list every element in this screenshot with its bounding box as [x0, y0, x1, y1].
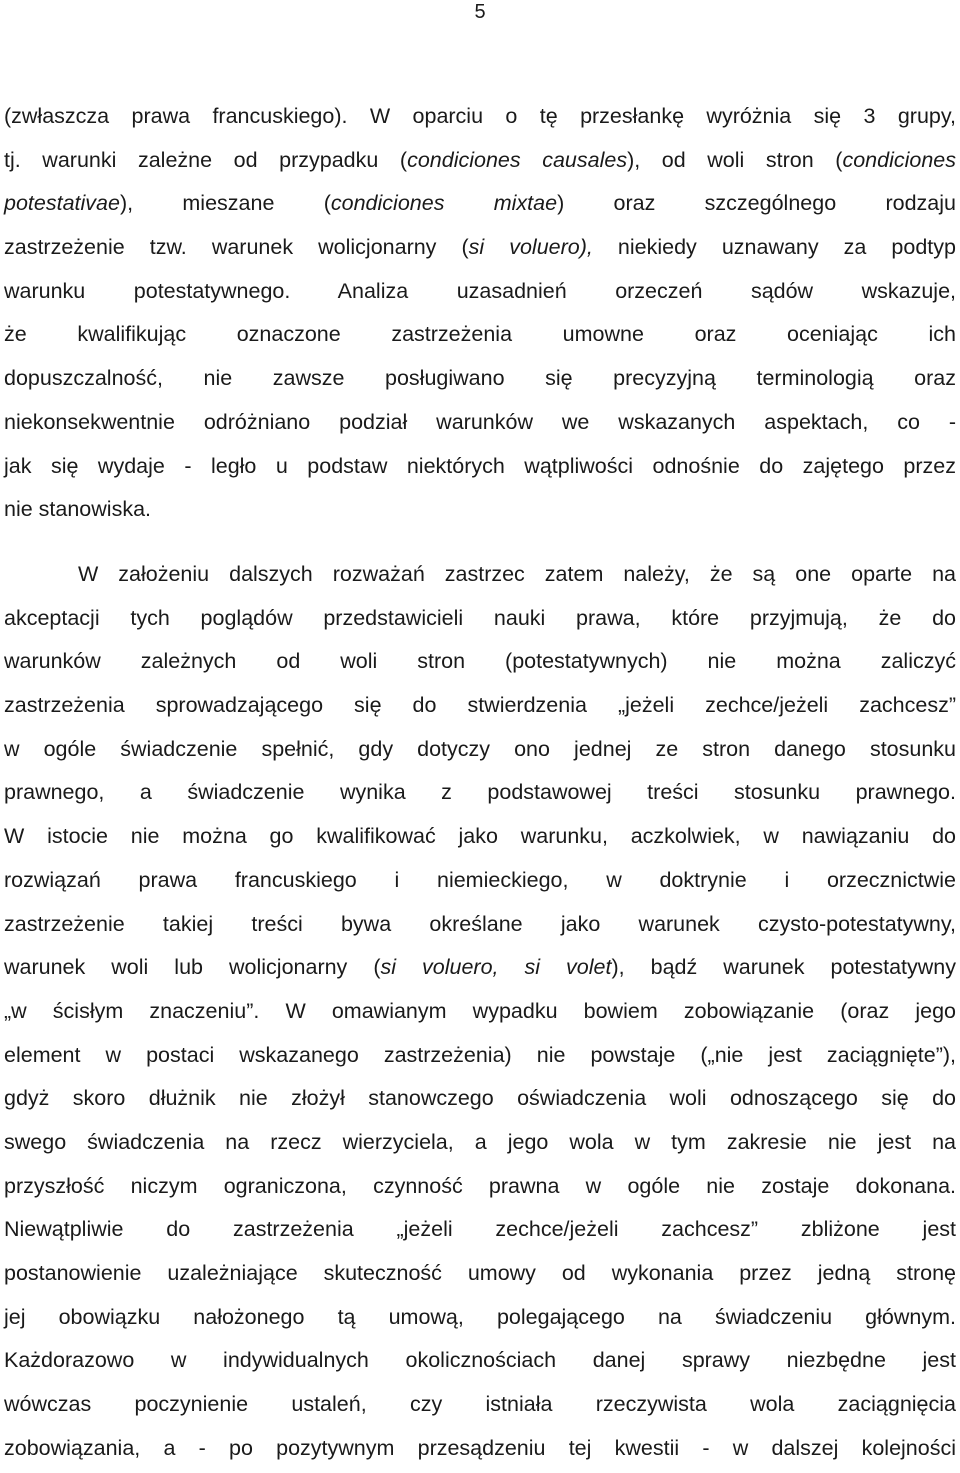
text-line: prawnego, a świadczenie wynika z podstawowej treści stosunku prawnego.: [4, 780, 956, 805]
text-line: zastrzeżenia sprowadzającego się do stwierdzenia „jeżeli zechce/jeżeli zachcesz”: [4, 693, 956, 718]
italic-term: condiciones causales: [407, 147, 628, 172]
text-line: postanowienie uzależniające skuteczność umowy od wykonania przez jedną stronę: [4, 1261, 956, 1285]
text-line: „w ścisłym znaczeniu”. W omawianym wypadku bowiem zobowiązanie (oraz jego: [4, 998, 956, 1023]
text-line: Niewątpliwie do zastrzeżenia „jeżeli zechce/jeżeli zachcesz” zbliżone jest: [4, 1217, 956, 1242]
text-line: warunek woli lub wolicjonarny (si voluero, si volet), bądź warunek potestatywny: [4, 955, 956, 980]
text-line: akceptacji tych poglądów przedstawicieli nauki prawa, które przyjmują, że do: [4, 605, 956, 630]
text-line: jej obowiązku nałożonego tą umową, polegającego na świadczeniu głównym.: [4, 1304, 956, 1329]
paragraph-2: [4, 553, 956, 1470]
text-line: że kwalifikując oznaczone zastrzeżenia umowne oraz oceniając ich: [4, 322, 956, 347]
italic-term: condiciones mixtae: [330, 191, 558, 216]
text-line: element w postaci wskazanego zastrzeżenia) nie powstaje („nie jest zaciągnięte”),: [4, 1042, 956, 1067]
text-line: (zwłaszcza prawa francuskiego). W oparciu o tę przesłankę wyróżnia się 3 grupy,: [4, 104, 956, 128]
italic-term: si voluero),: [468, 235, 593, 260]
text-line: swego świadczenia na rzecz wierzyciela, a jego wola w tym zakresie nie jest na: [4, 1129, 956, 1154]
italic-term: si voluero, si volet: [380, 955, 612, 980]
text-line: jak się wydaje - legło u podstaw niektórych wątpliwości odnośnie do zajętego przez: [4, 453, 956, 478]
text-line: w ogóle świadczenie spełnić, gdy dotyczy ono jednej ze stron danego stosunku: [4, 736, 956, 761]
text-line: gdyż skoro dłużnik nie złożył stanowczego oświadczenia woli odnoszącego się do: [4, 1086, 956, 1111]
text-line: zastrzeżenie takiej treści bywa określane jako warunek czysto-potestatywny,: [4, 911, 956, 936]
text-line: wówczas poczynienie ustaleń, czy istniała rzeczywista wola zaciągnięcia: [4, 1392, 956, 1417]
page-number: 5: [474, 1, 486, 23]
text-line: niekonsekwentnie odróżniano podział warunków we wskazanych aspektach, co -: [4, 409, 956, 434]
text-line: potestativae), mieszane (condiciones mixtae) oraz szczególnego rodzaju: [4, 191, 956, 216]
text-line: zobowiązania, a - po pozytywnym przesądzeniu tej kwestii - w dalszej kolejności: [4, 1435, 956, 1460]
text-line: nie stanowiska.: [4, 497, 151, 522]
italic-term: potestativae: [4, 191, 120, 216]
text-line: W istocie nie można go kwalifikować jako warunku, aczkolwiek, w nawiązaniu do: [4, 824, 956, 849]
text-line: W założeniu dalszych rozważań zastrzec zatem należy, że są one oparte na: [78, 562, 956, 586]
text-line: rozwiązań prawa francuskiego i niemieckiego, w doktrynie i orzecznictwie: [4, 867, 956, 892]
text-line: warunków zależnych od woli stron (potestatywnych) nie można zaliczyć: [4, 649, 956, 674]
text-line: przyszłość niczym ograniczona, czynność prawna w ogóle nie zostaje dokonana.: [4, 1173, 956, 1198]
text-line: zastrzeżenie tzw. warunek wolicjonarny (si voluero), niekiedy uznawany za podtyp: [4, 235, 956, 260]
text-line: Każdorazowo w indywidualnych okolicznościach danej sprawy niezbędne jest: [4, 1348, 956, 1373]
paragraph-1: [4, 95, 956, 532]
text-line: warunku potestatywnego. Analiza uzasadnień orzeczeń sądów wskazuje,: [4, 278, 956, 303]
text-line: dopuszczalność, nie zawsze posługiwano się precyzyjną terminologią oraz: [4, 366, 956, 391]
italic-term: condiciones: [842, 147, 956, 172]
text-line: tj. warunki zależne od przypadku (condiciones causales), od woli stron (condiciones: [4, 147, 956, 172]
